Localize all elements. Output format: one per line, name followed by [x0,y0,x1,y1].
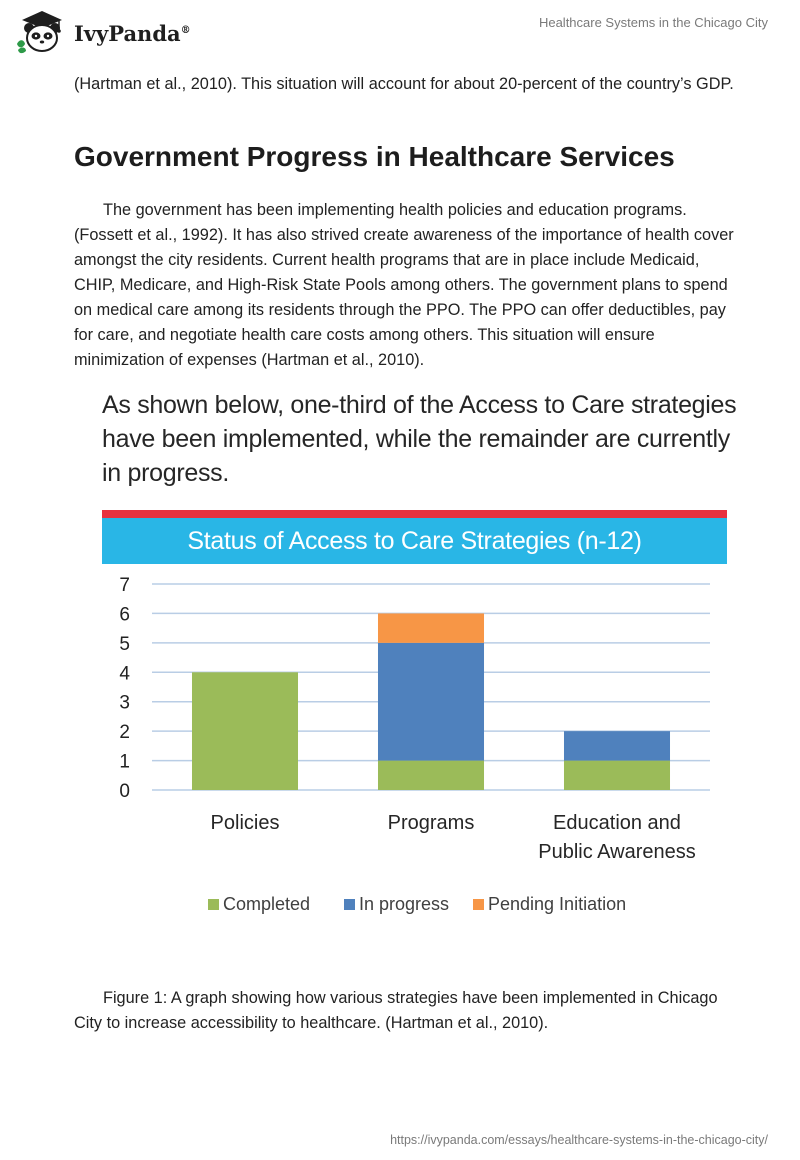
section-heading: Government Progress in Healthcare Services [74,141,675,172]
legend-label: Pending Initiation [488,894,627,914]
chart-title: Status of Access to Care Strategies (n-12) [102,518,727,564]
panda-graduate-icon [14,8,70,56]
x-category-label: Policies [210,812,280,834]
paragraph-continuation: (Hartman et al., 2010). This situation will account for about 20-percent of the country’s GDP. [74,75,734,93]
stacked-bar-chart [90,568,740,928]
ivypanda-logo[interactable] [14,8,191,56]
y-tick-label: 3 [119,692,130,714]
bar-completed [378,761,484,790]
legend-swatch [208,899,219,910]
figure-caption: Figure 1: A graph showing how various strategies have been implemented in Chicago City to increase accessibility to healthcare. (Hartman et al., 2010). [74,989,718,1032]
running-title: Healthcare Systems in the Chicago City [538,15,768,30]
figure-1 [90,386,740,946]
body-paragraph: The government has been implementing health policies and education programs. (Fossett et al., 1992). It has also strived create awareness of the importance of health cover amongst the city residents. Current health programs that are in place include Medicaid, CHIP, Medicare, and High-Risk State Pools among others. The government plans to spend on medical care among its residents through the PPO. The PPO can offer deductibles, pay for care, and negotiate health care costs among others. This situation will ensure minimization of expenses (Hartman et al., 2010). [74,201,734,369]
legend-swatch [473,899,484,910]
bar-in-progress [378,643,484,761]
bar-in-progress [564,731,670,760]
y-tick-label: 6 [119,604,130,626]
y-tick-label: 7 [119,575,130,596]
x-category-label: Public Awareness [538,841,696,863]
y-tick-label: 5 [119,633,130,655]
bar-pending-initiation [378,613,484,642]
legend-label: In progress [359,894,450,914]
figure-intro-text: As shown below, one-third of the Access to Care strategies have been implemented, while the remainder are currently in progress. [102,391,737,487]
page-header [0,0,800,60]
bar-completed [564,761,670,790]
y-tick-label: 1 [119,751,130,773]
legend-label: Completed [223,894,311,914]
y-tick-label: 4 [119,663,130,685]
x-category-label: Programs [387,812,475,834]
y-tick-label: 0 [119,781,130,802]
x-category-label: Education and [553,812,681,834]
bar-completed [192,672,298,790]
brand-name: IvyPanda® [74,20,191,46]
source-url[interactable]: https://ivypanda.com/essays/healthcare-systems-in-the-chicago-city/ [390,1133,768,1147]
figure-accent-bar [102,510,727,518]
y-tick-label: 2 [119,722,130,744]
legend-swatch [344,899,355,910]
